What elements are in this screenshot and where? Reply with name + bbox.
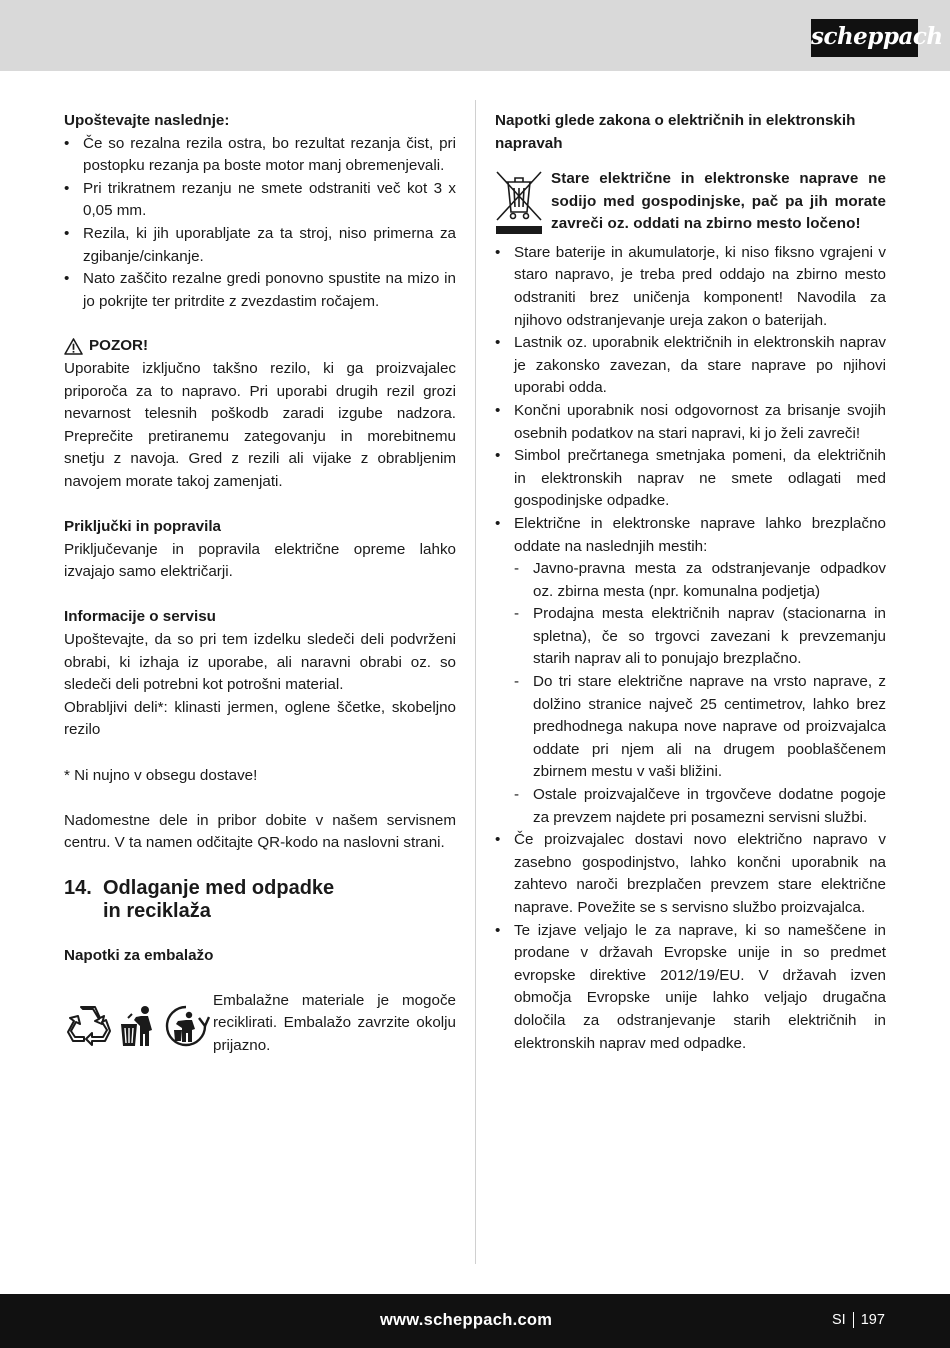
list-item: • Te izjave veljajo le za naprave, ki so nameščene in prodane v državah Evropske unije in so predmet evropske direktive 2012/19/EU. V državah izven območja Evropske unije lahko veljajo drugačna določila za odstranjevanje starih električnih in elektronskih naprav med odpadke.: [495, 920, 886, 1056]
litter-bin-icon: [118, 1004, 156, 1048]
recycle-icon: [64, 1004, 112, 1048]
weee-text: Stare električne in elektronske naprave ne sodijo med gospodinjske, pač pa jih morate zavreči oz. oddati na zbirno mesto ločeno!: [551, 170, 886, 233]
section-title: [103, 877, 334, 923]
page-number: 197: [860, 1312, 885, 1328]
spare-parts-text: Nadomestne dele in pribor dobite v našem servisnem centru. V ta namen odčitajte QR-kodo na naslovni strani.: [64, 811, 456, 852]
list-item: • Nato zaščito rezalne gredi ponovno spustite na mizo in jo pokrijte ter pritrdite z zvezdastim ročajem.: [64, 268, 456, 313]
packaging-heading: Napotki za embalažo: [64, 947, 214, 964]
section-title-line: Odlaganje med odpadke: [103, 877, 335, 899]
scheppach-logo: scheppach: [811, 19, 918, 57]
packaging-icons: [64, 990, 213, 1048]
weee-notice: [495, 168, 886, 242]
website-url: www.scheppach.com: [380, 1311, 553, 1329]
page-footer: [0, 1294, 950, 1348]
packaging-row: [64, 990, 456, 1058]
warning-text: Uporabite izključno takšno rezilo, ki ga proizvajalec priporoča za to napravo. Pri uporabi drugih rezil grozi nevarnost telesnih poškodb zaradi izgube nadzora. Preprečite pretiranemu zategovanju in morebitnemu snetju z navoja. Gred z rezili ali vijake z obrabljenim navojem morate takoj zamenjati.: [64, 359, 456, 490]
section-heading: [64, 877, 456, 923]
weee-law-heading: Napotki glede zakona o električnih in elektronskih napravah: [495, 112, 856, 152]
warning-title: POZOR!: [89, 337, 149, 355]
collection-points-list: [514, 558, 886, 829]
service-heading: Informacije o servisu: [64, 608, 216, 626]
connections-text: Priključevanje in popravila električne opreme lahko izvajajo samo električarji.: [64, 540, 456, 581]
left-column: [64, 110, 456, 1057]
disposal-list: [495, 242, 886, 1055]
service-text: Upoštevajte, da so pri tem izdelku sledeči deli podvrženi obrabi, ki izhaja iz uporabe, ali naravni obrabi oz. so sledeči deli potrebni kot potrošni material.: [64, 631, 456, 694]
observe-heading: Upoštevajte naslednje:: [64, 112, 230, 129]
warning-triangle-icon: [64, 338, 83, 355]
sub-list-item: - Prodajna mesta električnih naprav (stacionarna in spletna), če so trgovci zavezani k prevzemanju starih naprav ali to ponujajo brezplačno.: [514, 603, 886, 671]
sub-list-item: - Do tri stare električne naprave na vrsto naprave, z dolžino stranice največ 25 centimetrov, lahko brez predhodnega nakupa nove naprave od proizvajalca oddate pri njem ali na drugem pooblaščenem zbirnem mestu v vaši bližini.: [514, 671, 886, 784]
list-item: • Lastnik oz. uporabnik električnih in elektronskih naprav je zakonsko zavezan, da stare naprave po njihovi uporabi odda.: [495, 332, 886, 400]
observe-list: [64, 133, 456, 314]
tidyman-recycle-icon: [162, 1004, 210, 1048]
list-item: • Če so rezalna rezila ostra, bo rezultat rezanja čist, pri postopku rezanja pa boste motor manj obremenjevali.: [64, 133, 456, 178]
sub-list-item: - Javno-pravna mesta za odstranjevanje odpadkov oz. zbirna mesta (npr. komunalna podjetja): [514, 558, 886, 603]
warning-heading: [64, 335, 456, 358]
section-title-line: in reciklaža: [103, 900, 211, 922]
wear-parts-text: Obrabljivi deli*: klinasti jermen, oglene ščetke, skobeljno rezilo: [64, 698, 456, 739]
language-code: SI: [832, 1312, 846, 1328]
section-number: 14.: [64, 877, 92, 899]
footnote: * Ni nujno v obsegu dostave!: [64, 766, 258, 784]
packaging-text: Embalažne materiale je mogoče reciklirati. Embalažo zavrzite okolju prijazno.: [213, 991, 456, 1054]
footer-separator: [853, 1312, 854, 1328]
sub-list-item: - Ostale proizvajalčeve in trgovčeve dodatne pogoje za prevzem najdete pri posamezni servisni službi.: [514, 784, 886, 829]
list-item: • Če proizvajalec dostavi novo električno napravo v zasebno gospodinjstvo, lahko končni uporabnik na zahtevo naroči brezplačen prevzem stare električne naprave. Povežite se s servisno službo proizvajalca.: [495, 829, 886, 919]
list-item: • Rezila, ki jih uporabljate za ta stroj, niso primerna za zgibanje/cinkanje.: [64, 223, 456, 268]
crossed-bin-icon: [495, 168, 551, 242]
page-header: [0, 0, 950, 71]
right-column: [495, 110, 886, 1055]
list-item: [495, 513, 886, 829]
list-item: • Simbol prečrtanega smetnjaka pomeni, da električnih in elektronskih naprav ne smete odlagati med gospodinjske odpadke.: [495, 445, 886, 513]
list-item: • Stare baterije in akumulatorje, ki niso fiksno vgrajeni v staro napravo, je treba pred oddajo na zbirno mesto odstraniti brez uničenja komponent! Navodila za njihovo odstranjevanje ureja zakon o baterijah.: [495, 242, 886, 332]
page-indicator: [832, 1309, 885, 1332]
list-item-text: Električne in elektronske naprave lahko brezplačno oddate na naslednjih mestih:: [514, 514, 886, 555]
connections-heading: Priključki in popravila: [64, 518, 221, 536]
column-divider: [475, 100, 476, 1264]
list-item: • Pri trikratnem rezanju ne smete odstraniti več kot 3 x 0,05 mm.: [64, 178, 456, 223]
list-item: • Končni uporabnik nosi odgovornost za brisanje svojih osebnih podatkov na stari napravi, ki jo želi zavreči!: [495, 400, 886, 445]
